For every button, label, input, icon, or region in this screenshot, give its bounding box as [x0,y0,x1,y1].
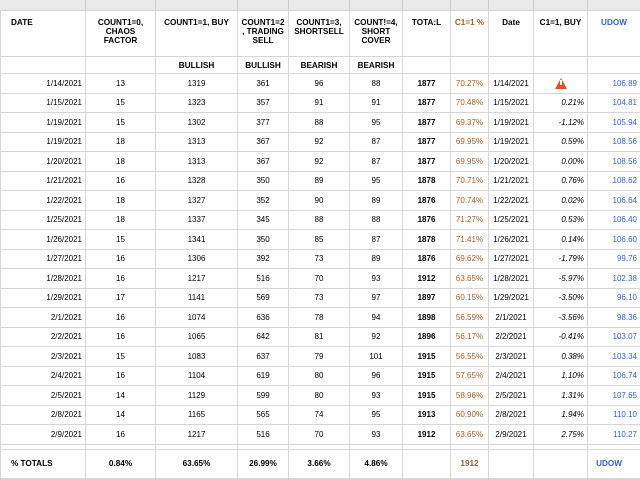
cell-count4: 87 [350,230,403,250]
cell-c1-pct: 60.90% [451,405,489,425]
cell-count4: 97 [350,288,403,308]
cell-count4: 88 [350,74,403,94]
subheader-count2: BULLISH [238,57,289,74]
cell-count3: 92 [289,132,350,152]
subheader-count4: BEARISH [350,57,403,74]
cell-date2: 2/3/2021 [489,347,534,367]
header-c1-buy: C1=1, BUY [534,11,588,57]
table-row [1,191,640,211]
cell-c1-pct: 56.55% [451,347,489,367]
cell-count0: 16 [86,308,156,328]
cell-c1-pct: 69.62% [451,249,489,269]
cell-date: 1/15/2021 [1,93,86,113]
cell-count4: 93 [350,269,403,289]
cell-count1: 1337 [156,210,238,230]
cell-count0: 16 [86,269,156,289]
table-row [1,386,640,406]
cell-date: 1/21/2021 [1,171,86,191]
cell-c1-buy-change: 1.31% [534,386,588,406]
cell-count0: 18 [86,191,156,211]
cell-count2: 516 [238,425,289,445]
table-row [1,327,640,347]
subheader-blank [489,57,534,74]
cell-count3: 70 [289,269,350,289]
cell-udow: 102.38 [588,269,640,289]
cell-c1-pct: 56.17% [451,327,489,347]
cell-udow: 96.10 [588,288,640,308]
cell-udow: 110.10 [588,405,640,425]
cell-c1-pct: 70.74% [451,191,489,211]
cell-count2: 350 [238,230,289,250]
cell-date: 2/4/2021 [1,366,86,386]
cell-count2: 377 [238,113,289,133]
totals-pct: 1912 [451,449,489,478]
cell-date: 1/26/2021 [1,230,86,250]
cell-count4: 95 [350,405,403,425]
header-date2: Date [489,11,534,57]
cell-count2: 599 [238,386,289,406]
cell-c1-pct: 70.48% [451,93,489,113]
cell-total: 1898 [403,308,451,328]
cell-count2: 392 [238,249,289,269]
table-row [1,171,640,191]
cell-count0: 16 [86,327,156,347]
cell-count0: 15 [86,230,156,250]
subheader-blank [451,57,489,74]
cell-count2: 637 [238,347,289,367]
cell-count1: 1327 [156,191,238,211]
cell-count3: 73 [289,249,350,269]
cell-count4: 88 [350,210,403,230]
cell-total: 1876 [403,210,451,230]
cell-c1-buy-change: 2.75% [534,425,588,445]
cell-count0: 15 [86,113,156,133]
totals-blank [534,449,588,478]
subheader-row [1,57,640,74]
cell-date2: 1/26/2021 [489,230,534,250]
table-row [1,347,640,367]
cell-date2: 1/25/2021 [489,210,534,230]
cell-count1: 1165 [156,405,238,425]
cell-date: 1/14/2021 [1,74,86,94]
cell-date2: 2/5/2021 [489,386,534,406]
cell-count4: 93 [350,386,403,406]
cell-count1: 1319 [156,74,238,94]
cell-total: 1896 [403,327,451,347]
cell-date: 1/27/2021 [1,249,86,269]
cell-date: 1/19/2021 [1,132,86,152]
cell-count0: 16 [86,171,156,191]
cell-c1-pct: 70.71% [451,171,489,191]
cell-count1: 1217 [156,425,238,445]
cell-total: 1912 [403,269,451,289]
totals-count0: 0.84% [86,449,156,478]
cell-total: 1897 [403,288,451,308]
cell-date2: 1/14/2021 [489,74,534,94]
cell-date: 1/25/2021 [1,210,86,230]
cell-date: 2/9/2021 [1,425,86,445]
cell-count3: 80 [289,386,350,406]
totals-blank [489,449,534,478]
cell-c1-pct: 63.65% [451,269,489,289]
cell-udow: 103.34 [588,347,640,367]
cell-c1-buy-change: 0.21% [534,93,588,113]
cell-date: 2/3/2021 [1,347,86,367]
cell-count0: 14 [86,405,156,425]
cell-total: 1877 [403,113,451,133]
cell-count4: 87 [350,152,403,172]
totals-count4: 4.86% [350,449,403,478]
totals-count3: 3.66% [289,449,350,478]
cell-date: 2/1/2021 [1,308,86,328]
table-row [1,269,640,289]
cell-count0: 16 [86,366,156,386]
cell-count1: 1328 [156,171,238,191]
header-count1: COUNT1=1, BUY [156,11,238,57]
cell-udow: 110.27 [588,425,640,445]
cell-udow: 99.76 [588,249,640,269]
cell-count0: 18 [86,132,156,152]
cell-c1-pct: 69.95% [451,152,489,172]
cell-count1: 1306 [156,249,238,269]
cell-count2: 367 [238,132,289,152]
cell-c1-buy-change: 1.94% [534,405,588,425]
cell-total: 1915 [403,347,451,367]
cell-count1: 1065 [156,327,238,347]
cell-total: 1876 [403,249,451,269]
cell-date2: 1/28/2021 [489,269,534,289]
cell-count3: 78 [289,308,350,328]
cell-total: 1878 [403,171,451,191]
cell-total: 1877 [403,132,451,152]
cell-date: 1/19/2021 [1,113,86,133]
header-udow: UDOW [588,11,640,57]
cell-count2: 345 [238,210,289,230]
cell-c1-buy-change: 1.10% [534,366,588,386]
cell-total: 1912 [403,425,451,445]
table-row [1,366,640,386]
cell-count1: 1302 [156,113,238,133]
cell-udow: 106.60 [588,230,640,250]
cell-total: 1913 [403,405,451,425]
cell-total: 1877 [403,93,451,113]
cell-udow: 104.81 [588,93,640,113]
cell-date2: 2/1/2021 [489,308,534,328]
cell-count1: 1074 [156,308,238,328]
cell-count0: 14 [86,386,156,406]
header-c1-pct: C1=1 % [451,11,489,57]
cell-c1-pct: 69.37% [451,113,489,133]
cell-date2: 1/29/2021 [489,288,534,308]
signals-table [0,10,640,479]
cell-date2: 1/19/2021 [489,132,534,152]
cell-count1: 1341 [156,230,238,250]
cell-total: 1878 [403,230,451,250]
cell-count1: 1313 [156,152,238,172]
cell-date2: 1/21/2021 [489,171,534,191]
cell-count3: 80 [289,366,350,386]
table-row [1,230,640,250]
subheader-blank [534,57,588,74]
cell-udow: 106.74 [588,366,640,386]
subheader-count3: BEARISH [289,57,350,74]
cell-count0: 16 [86,425,156,445]
cell-total: 1915 [403,386,451,406]
cell-c1-pct: 63.65% [451,425,489,445]
cell-count4: 95 [350,171,403,191]
cell-udow: 106.89 [588,74,640,94]
cell-count2: 636 [238,308,289,328]
cell-udow: 108.56 [588,132,640,152]
cell-count2: 352 [238,191,289,211]
cell-count1: 1129 [156,386,238,406]
cell-date2: 1/15/2021 [489,93,534,113]
cell-count3: 79 [289,347,350,367]
cell-count4: 91 [350,93,403,113]
cell-count1: 1217 [156,269,238,289]
cell-udow: 106.40 [588,210,640,230]
subheader-blank [86,57,156,74]
cell-date: 1/22/2021 [1,191,86,211]
cell-date2: 1/22/2021 [489,191,534,211]
totals-blank [403,449,451,478]
cell-c1-buy-change: -5.97% [534,269,588,289]
cell-count0: 18 [86,210,156,230]
cell-date2: 1/27/2021 [489,249,534,269]
header-count0: COUNT1=0, CHAOS FACTOR [86,11,156,57]
totals-count1: 63.65% [156,449,238,478]
totals-row [1,449,640,478]
cell-date: 1/28/2021 [1,269,86,289]
cell-count1: 1323 [156,93,238,113]
cell-count4: 101 [350,347,403,367]
cell-c1-pct: 69.95% [451,132,489,152]
cell-count4: 87 [350,132,403,152]
cell-c1-buy-change: 0.02% [534,191,588,211]
cell-count1: 1083 [156,347,238,367]
subheader-count1: BULLISH [156,57,238,74]
cell-c1-buy-change: 0.59% [534,132,588,152]
cell-count4: 89 [350,191,403,211]
header-row [1,11,640,57]
cell-udow: 103.07 [588,327,640,347]
totals-count2: 26.99% [238,449,289,478]
cell-count2: 361 [238,74,289,94]
cell-c1-buy-change: 0.14% [534,230,588,250]
table-row [1,249,640,269]
cell-udow: 105.94 [588,113,640,133]
cell-c1-buy-change: 0.76% [534,171,588,191]
cell-udow: 107.65 [588,386,640,406]
cell-date2: 1/19/2021 [489,113,534,133]
cell-count0: 13 [86,74,156,94]
cell-udow: 108.56 [588,152,640,172]
cell-date2: 2/2/2021 [489,327,534,347]
table-row [1,74,640,94]
cell-date2: 1/20/2021 [489,152,534,172]
cell-count2: 642 [238,327,289,347]
cell-count4: 93 [350,425,403,445]
cell-count3: 92 [289,152,350,172]
header-count2: COUNT1=2 , TRADING SELL [238,11,289,57]
table-row [1,152,640,172]
cell-count3: 96 [289,74,350,94]
cell-date2: 2/8/2021 [489,405,534,425]
cell-count2: 357 [238,93,289,113]
cell-c1-buy-change: -3.56% [534,308,588,328]
cell-date: 2/8/2021 [1,405,86,425]
cell-count3: 91 [289,93,350,113]
cell-date: 1/20/2021 [1,152,86,172]
cell-udow: 106.64 [588,191,640,211]
cell-date: 2/5/2021 [1,386,86,406]
table-row [1,113,640,133]
cell-count3: 74 [289,405,350,425]
cell-count1: 1141 [156,288,238,308]
cell-total: 1876 [403,191,451,211]
cell-c1-pct: 71.41% [451,230,489,250]
cell-count0: 16 [86,249,156,269]
cell-count1: 1104 [156,366,238,386]
cell-udow: 98.36 [588,308,640,328]
cell-c1-pct: 57.65% [451,366,489,386]
header-count3: COUNT1=3, SHORTSELL [289,11,350,57]
cell-count3: 73 [289,288,350,308]
table-row [1,405,640,425]
cell-total: 1915 [403,366,451,386]
cell-date: 2/2/2021 [1,327,86,347]
cell-c1-buy-change [534,74,588,94]
cell-c1-buy-change: -1.79% [534,249,588,269]
cell-count0: 18 [86,152,156,172]
table-row [1,132,640,152]
cell-c1-pct: 60.15% [451,288,489,308]
cell-c1-pct: 71.27% [451,210,489,230]
cell-count0: 17 [86,288,156,308]
cell-total: 1877 [403,74,451,94]
totals-udow: UDOW [588,449,640,478]
warning-triangle-icon [555,78,567,89]
cell-count0: 15 [86,93,156,113]
cell-count2: 350 [238,171,289,191]
cell-c1-pct: 58.96% [451,386,489,406]
table-row [1,308,640,328]
cell-date: 1/29/2021 [1,288,86,308]
cell-count3: 90 [289,191,350,211]
cell-count3: 89 [289,171,350,191]
cell-c1-buy-change: -0.41% [534,327,588,347]
cell-c1-buy-change: -1.12% [534,113,588,133]
cell-c1-buy-change: 0.53% [534,210,588,230]
cell-count4: 94 [350,308,403,328]
cell-count4: 92 [350,327,403,347]
subheader-blank [1,57,86,74]
table-row [1,93,640,113]
cell-c1-pct: 56.59% [451,308,489,328]
cell-count3: 85 [289,230,350,250]
subheader-blank [588,57,640,74]
header-date: DATE [1,11,86,57]
table-row [1,425,640,445]
subheader-blank [403,57,451,74]
cell-total: 1877 [403,152,451,172]
cell-udow: 108.62 [588,171,640,191]
cell-count3: 88 [289,113,350,133]
cell-c1-buy-change: 0.00% [534,152,588,172]
cell-count2: 516 [238,269,289,289]
header-total: TOTA:L [403,11,451,57]
cell-count2: 569 [238,288,289,308]
table-row [1,210,640,230]
totals-label: % TOTALS [1,449,86,478]
cell-date2: 2/9/2021 [489,425,534,445]
cell-count3: 88 [289,210,350,230]
table-row [1,288,640,308]
cell-count2: 619 [238,366,289,386]
cell-count2: 367 [238,152,289,172]
header-count4: COUNT!=4, SHORT COVER [350,11,403,57]
cell-count3: 70 [289,425,350,445]
cell-count4: 89 [350,249,403,269]
cell-count2: 565 [238,405,289,425]
cell-count0: 15 [86,347,156,367]
cell-count1: 1313 [156,132,238,152]
cell-c1-pct: 70.27% [451,74,489,94]
cell-c1-buy-change: 0.38% [534,347,588,367]
cell-count4: 96 [350,366,403,386]
cell-c1-buy-change: -3.50% [534,288,588,308]
cell-count4: 95 [350,113,403,133]
cell-date2: 2/4/2021 [489,366,534,386]
cell-count3: 81 [289,327,350,347]
